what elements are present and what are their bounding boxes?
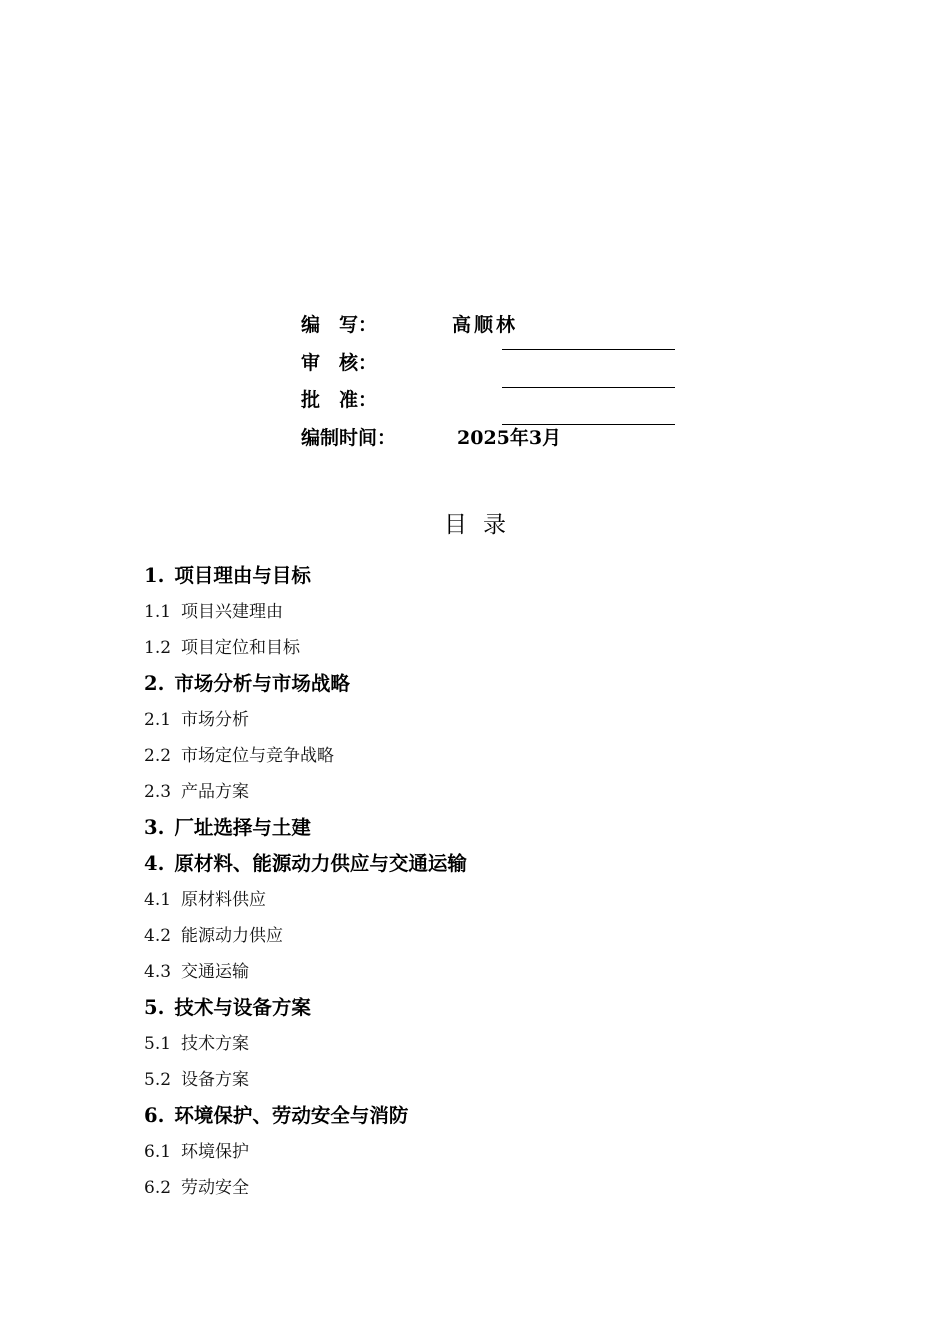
toc-chapter[interactable] bbox=[144, 666, 844, 702]
toc-section[interactable] bbox=[144, 1026, 844, 1062]
toc-number: 2.2 bbox=[144, 746, 172, 766]
review-row bbox=[301, 348, 681, 386]
toc-number: 4.1 bbox=[144, 890, 172, 910]
toc-section[interactable] bbox=[144, 954, 844, 990]
toc-section[interactable] bbox=[144, 594, 844, 630]
toc-number: 6. bbox=[144, 1104, 165, 1127]
toc-chapter[interactable] bbox=[144, 846, 844, 882]
toc-text: 产品方案 bbox=[181, 782, 250, 802]
toc-title: 目录 bbox=[444, 512, 522, 538]
toc-section[interactable] bbox=[144, 630, 844, 666]
author-row bbox=[301, 310, 681, 348]
toc-section[interactable] bbox=[144, 1062, 844, 1098]
toc-text: 项目兴建理由 bbox=[181, 602, 284, 622]
toc-text: 厂址选择与土建 bbox=[174, 816, 311, 839]
toc-number: 3. bbox=[144, 816, 165, 839]
toc-number: 2.1 bbox=[144, 710, 172, 730]
toc-text: 市场定位与竞争战略 bbox=[181, 746, 335, 766]
toc-section[interactable] bbox=[144, 774, 844, 810]
toc-text: 原材料供应 bbox=[181, 890, 267, 910]
toc-text: 设备方案 bbox=[181, 1070, 250, 1090]
review-label: 审 核： bbox=[301, 351, 378, 374]
toc-chapter[interactable] bbox=[144, 990, 844, 1026]
toc-section[interactable] bbox=[144, 738, 844, 774]
toc-chapter[interactable] bbox=[144, 810, 844, 846]
toc-number: 5.2 bbox=[144, 1070, 172, 1090]
toc-section[interactable] bbox=[144, 882, 844, 918]
toc-chapter[interactable] bbox=[144, 1098, 844, 1134]
toc-number: 1.1 bbox=[144, 602, 172, 622]
approve-label: 批 准： bbox=[301, 389, 378, 411]
toc-text: 技术与设备方案 bbox=[174, 996, 311, 1019]
toc-text: 原材料、能源动力供应与交通运输 bbox=[174, 852, 467, 875]
author-value: 高顺林 bbox=[452, 314, 519, 336]
toc-chapter[interactable] bbox=[144, 558, 844, 594]
author-label: 编 写： bbox=[301, 314, 378, 336]
toc-text: 技术方案 bbox=[181, 1034, 250, 1054]
toc-text: 项目定位和目标 bbox=[181, 638, 301, 658]
toc-number: 4. bbox=[144, 852, 165, 875]
date-label: 编制时间： bbox=[301, 426, 397, 449]
date-row bbox=[301, 423, 681, 461]
toc-text: 交通运输 bbox=[181, 962, 250, 982]
toc-section[interactable] bbox=[144, 702, 844, 738]
toc-number: 4.3 bbox=[144, 962, 172, 982]
toc-number: 6.1 bbox=[144, 1142, 172, 1162]
toc-section[interactable] bbox=[144, 1134, 844, 1170]
toc-text: 能源动力供应 bbox=[181, 926, 284, 946]
toc-text: 市场分析 bbox=[181, 710, 250, 730]
approve-row bbox=[301, 385, 681, 423]
toc-number: 1.2 bbox=[144, 638, 172, 658]
table-of-contents bbox=[144, 558, 844, 1206]
toc-number: 5.1 bbox=[144, 1034, 172, 1054]
toc-text: 市场分析与市场战略 bbox=[174, 672, 350, 695]
toc-text: 项目理由与目标 bbox=[174, 564, 311, 587]
toc-number: 2.3 bbox=[144, 782, 172, 802]
toc-text: 劳动安全 bbox=[181, 1178, 250, 1198]
date-value: 2025年3月 bbox=[457, 426, 562, 449]
toc-number: 5. bbox=[144, 996, 165, 1019]
toc-number: 6.2 bbox=[144, 1178, 172, 1198]
signoff-block bbox=[301, 310, 681, 460]
toc-number: 2. bbox=[144, 672, 165, 695]
toc-number: 1. bbox=[144, 564, 165, 587]
toc-number: 4.2 bbox=[144, 926, 172, 946]
toc-text: 环境保护 bbox=[181, 1142, 250, 1162]
toc-section[interactable] bbox=[144, 918, 844, 954]
toc-section[interactable] bbox=[144, 1170, 844, 1206]
toc-text: 环境保护、劳动安全与消防 bbox=[174, 1104, 409, 1127]
